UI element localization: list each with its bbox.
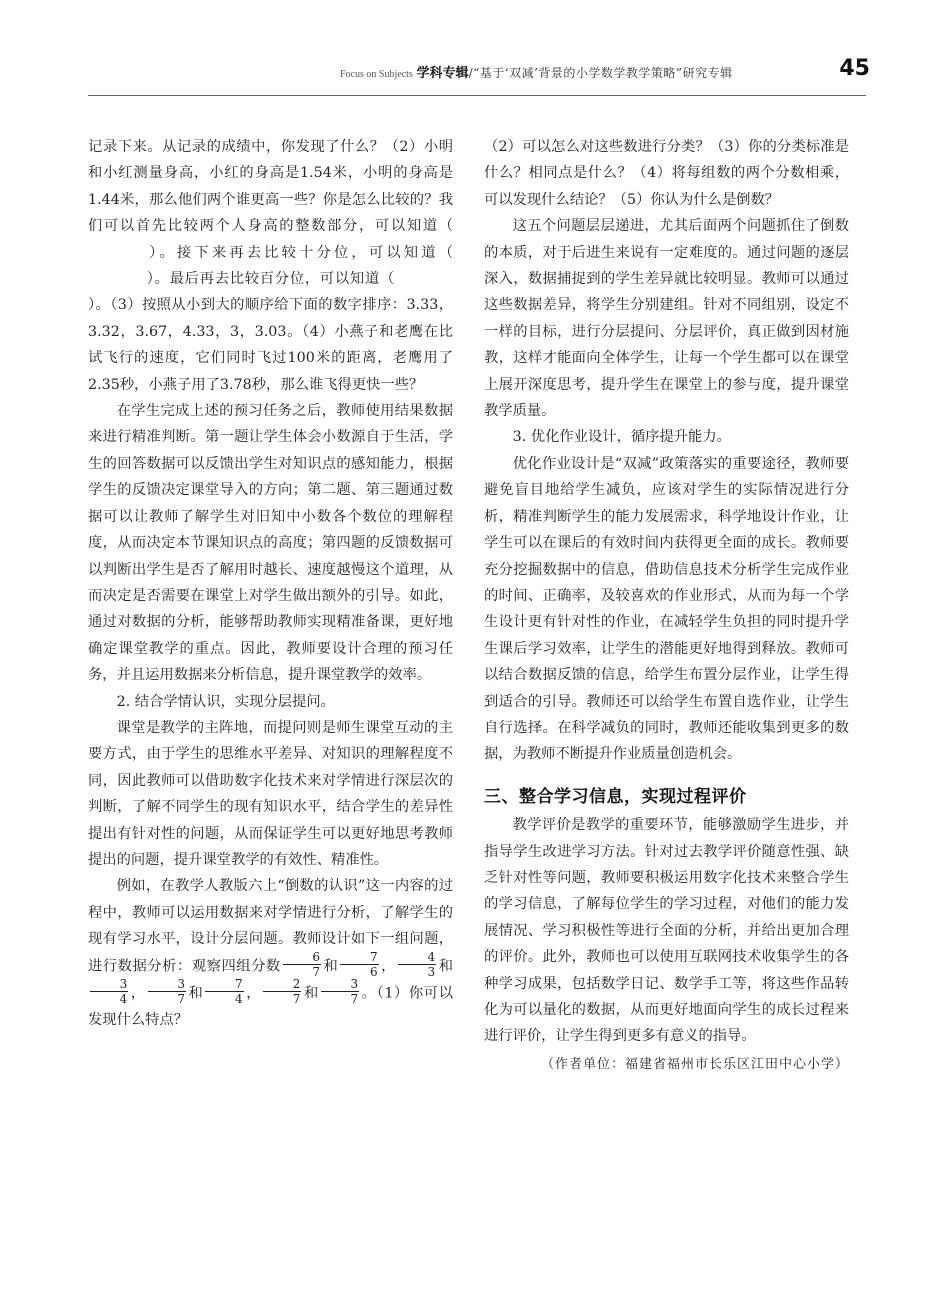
paragraph-homework-design: 优化作业设计是“双减”政策落实的重要途径，教师要避免盲目地给学生减负，应该对学生的实际情况进行分析，精准判断学生的能力发展需求，科学地设计作业，让学生可以在课后的有效时间内获得更全面的成长。教师要充分挖掘数据中的信息，借助信息技术分析学生完成作业的时间、正确率，及较喜欢的作业形式，从而为每一个学生设计更有针对性的作业，在减轻学生负担的同时提升学生课后学习效率，让学生的潜能更好地得到释放。教师可以结合数据反馈的信息，给学生布置分层作业，让学生得到适合的引导。教师还可以给学生布置自选作业，让学生自行选择。在科学减负的同时，教师还能收集到更多的数据，为教师不断提升作业质量创造机会。	[484, 455, 849, 763]
paragraph-process-evaluation: 教学评价是教学的重要环节，能够激励学生进步，并指导学生改进学习方法。针对过去教学评价随意性强、缺乏针对性等问题，教师要积极运用数字化技术来整合学生的学习信息，了解每位学生的学习过程，对他们的能力发展情况、学习积极性等进行全面的分析，并给出更加合理的评价。此外，教师也可以使用互联网技术收集学生的各种学习成果，包括数学日记、数学手工等，将这些作品转化为可以量化的数据，从而更好地面向学生的成长过程来进行评价，让学生得到更多有意义的指导。	[484, 817, 849, 1045]
header-rule	[88, 95, 866, 96]
fraction: $\frac{7}{6}$	[340, 951, 378, 978]
paragraph-data-judgment: 在学生完成上述的预习任务之后，教师使用结果数据来进行精准判断。第一题让学生体会小数源自于生活，学生的回答数据可以反馈出学生对知识点的感知能力，根据学生的反馈决定课堂导入的方向；第二题、第三题通过数据可以让教师了解学生对旧知中小数各个数位的理解程度，从而决定本节课知识点的高度；第四题的反馈数据可以判断出学生是否了解用时越长、速度越慢这个道理，从而决定是否需要在课堂上对学生做出额外的引导。如此，通过对数据的分析，能够帮助教师实现精准备课，更好地确定课堂教学的重点。因此，教师要设计合理的预习任务，并且运用数据来分析信息，提升课堂教学的效率。	[88, 403, 453, 684]
paragraph-progressive-questions: 这五个问题层层递进，尤其后面两个问题抓住了倒数的本质，对于后进生来说有一定难度的。通过问题的逐层深入，数据捕捉到的学生差异就比较明显。教师可以通过这些数据差异，将学生分别建组。针对不同组别，设定不一样的目标，进行分层提问、分层评价，真正做到因材施教，这样才能面向全体学生，让每一个学生都可以在课堂上展开深度思考，提升学生在课堂上的参与度，提升课堂教学质量。	[484, 218, 849, 420]
page-number: 45	[839, 56, 870, 81]
fraction: $\frac{3}{7}$	[321, 978, 359, 1005]
header-focus-label: Focus on Subjects	[340, 69, 413, 80]
paragraph-question-list: （2）可以怎么对这些数进行分类？（3）你的分类标准是什么？相同点是什么？（4）将每组数的两个分数相乘，可以发现什么结论？（5）你认为什么是倒数？	[484, 139, 849, 208]
fraction: $\frac{2}{7}$	[263, 978, 301, 1005]
fraction: $\frac{3}{4}$	[90, 978, 128, 1005]
subheading-homework-design: 3. 优化作业设计，循序提升能力。	[512, 429, 731, 446]
running-header	[340, 56, 870, 90]
header-subject: 学科专辑	[416, 66, 469, 81]
section-title: 三、整合学习信息，实现过程评价	[484, 786, 747, 807]
author-affiliation: （作者单位：福建省福州市长乐区江田中心小学）	[540, 1056, 849, 1072]
right-column	[484, 134, 849, 1078]
fraction: $\frac{3}{7}$	[148, 978, 186, 1005]
fraction: $\frac{7}{4}$	[205, 978, 243, 1005]
paragraph-classroom-questioning: 课堂是教学的主阵地，而提问则是师生课堂互动的主要方式，由于学生的思维水平差异、对知识的理解程度不同，因此教师可以借助数字化技术来对学情进行深层次的判断，了解不同学生的现有知识水平，结合学生的差异性提出有针对性的问题，从而保证学生可以更好地思考教师提出的问题，提升课堂教学的有效性、精准性。	[88, 719, 453, 868]
fraction: $\frac{4}{3}$	[398, 951, 436, 978]
subheading-layered-questioning: 2. 结合学情认识，实现分层提问。	[116, 693, 335, 710]
left-column	[88, 134, 453, 1033]
paragraph-reciprocal-example: 例如，在教学人教版六上“倒数的认识”这一内容的过程中，教师可以运用数据来对学情进行分析，了解学生的现有学习水平，设计分层问题。教师设计如下一组问题，进行数据分析：观察四组分数 $\frac{6}{7}$ 和 $\frac{7}{6}$ ， $\frac{4}{3}$ 和 $\frac{3}{4}$ ， $\frac{3}{7}$ 和 $\frac{7}{4}$ ， $\frac{2}{7}$ 和 $\frac{3}{7}$ 。（1）你可以发现什么特点？	[88, 878, 454, 1028]
header-topic: /“基于‘双减’背景的小学数学教学策略”研究专辑	[468, 66, 733, 80]
paragraph-preview-questions: 记录下来。从记录的成绩中，你发现了什么？（2）小明和小红测量身高，小红的身高是1.54米，小明的身高是1.44米，那么他们两个谁更高一些？你是怎么比较的？我们可以首先比较两个人身高的整数部分，可以知道（）。接下来再去比较十分位，可以知道（）。最后再去比较百分位，可以知道（）。（3）按照从小到大的顺序给下面的数字排序：3.33，3.32，3.67，4.33，3，3.03。（4）小燕子和老鹰在比试飞行的速度，它们同时飞过100米的距离，老鹰用了2.35秒，小燕子用了3.78秒，那么谁飞得更快一些？	[88, 139, 453, 393]
fraction: $\frac{6}{7}$	[283, 951, 321, 978]
